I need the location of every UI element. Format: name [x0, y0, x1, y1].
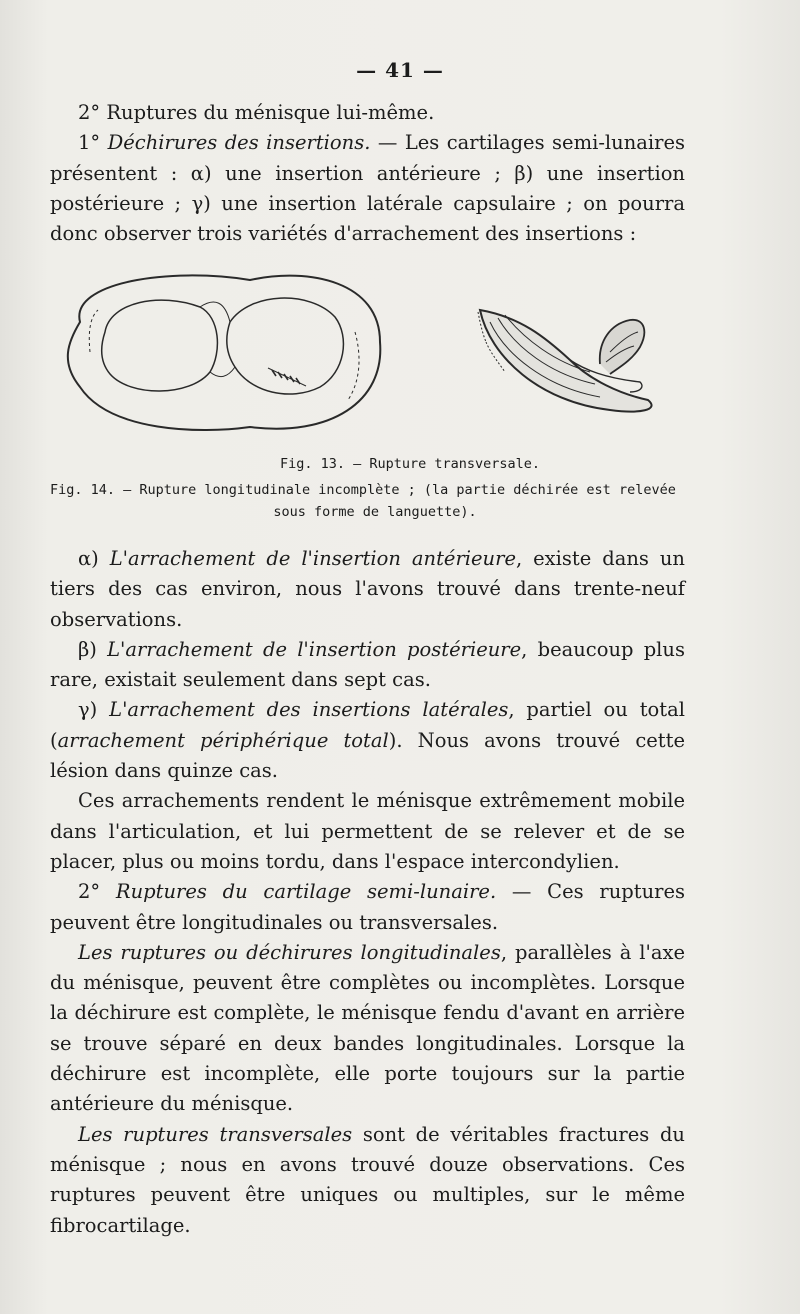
paragraph-longitudinales: Les ruptures ou déchirures longitudinales, parallèles à l'axe du ménisque, peuvent être complètes ou incomplètes. Lorsque la déchirure est complète, le ménisque fendu d'avant en arrière se trouve séparé en deux bandes longitudinales. Lorsque la déchirure est incomplète, elle porte toujours sur la partie antérieure du ménisque. — [50, 940, 685, 1116]
paragraph-gamma: γ) L'arrachement des insertions latérales, partiel ou total (arrachement périphérique total). Nous avons trouvé cette lésion dans quinze cas. — [50, 698, 685, 783]
paragraph-insertions: 1° Déchirures des insertions. — Les cartilages semi-lunaires présentent : α) une insertion antérieure ; β) une insertion postérieure ; γ) une insertion latérale capsulaire ; on pourra donc observer trois variétés d'arrachement des insertions : — [50, 131, 685, 246]
figures-13-14 — [50, 262, 700, 442]
paragraph-alpha: α) L'arrachement de l'insertion antérieure, existe dans un tiers des cas environ, nous l'avons trouvé dans trente-neuf observations. — [50, 547, 685, 631]
page-number: — 41 — — [356, 58, 444, 82]
meniscus-illustrations — [50, 262, 700, 442]
fig13-drawing — [68, 275, 380, 430]
section-heading: 2° Ruptures du ménisque lui-même. — [78, 101, 435, 124]
text-block-bottom — [50, 544, 685, 1241]
fig13-caption: Fig. 13. — Rupture transversale. — [279, 456, 541, 472]
paragraph-transversales: Les ruptures transversales sont de véritables fractures du ménisque ; nous en avons trouvé douze observations. Ces ruptures peuvent être uniques ou multiples, sur le même fibrocartilage. — [50, 1122, 685, 1237]
paragraph-beta: β) L'arrachement de l'insertion postérieure, beaucoup plus rare, existait seulement dans sept cas. — [50, 637, 685, 692]
paragraph-ruptures: 2° Ruptures du cartilage semi-lunaire. — Ces ruptures peuvent être longitudinales ou transversales. — [50, 880, 685, 934]
paragraph-arrachements: Ces arrachements rendent le ménisque extrêmement mobile dans l'articulation, et lui permettent de se relever et de se placer, plus ou moins tordu, dans l'espace intercondylien. — [50, 789, 685, 873]
fig14-caption: Fig. 14. — Rupture longitudinale incomplète ; (la partie déchirée est relevée sous forme de languette). — [50, 482, 676, 520]
text-block-top — [50, 98, 685, 249]
fig14-drawing — [478, 310, 652, 412]
